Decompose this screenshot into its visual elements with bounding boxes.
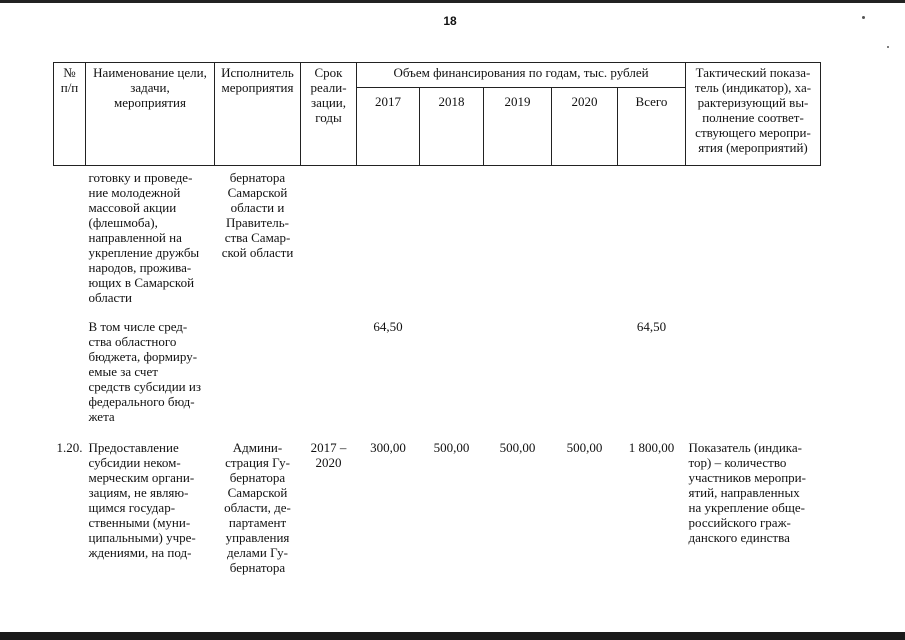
header-indicator: Тактический показа- тель (индикатор), ха- рактеризующий вы- полнение соответ- ствующего меропри- ятия (мероприятий) bbox=[686, 63, 821, 166]
row-indicator bbox=[686, 311, 821, 434]
row-executor: бернатора Самарской области и Правитель- ства Самар- ской области bbox=[221, 170, 294, 260]
scan-speck bbox=[887, 46, 889, 48]
header-name: Наименование цели, задачи, мероприятия bbox=[86, 63, 215, 166]
header-year-2019: 2019 bbox=[484, 88, 552, 166]
row-total: 1 800,00 bbox=[628, 439, 675, 455]
row-2018 bbox=[420, 166, 484, 311]
row-executor: Админи- страция Гу- бернатора Самарской области, де- партамент управления делами Гу- бернатора bbox=[224, 439, 291, 575]
row-name: В том числе сред- ства областного бюджета, формиру- емые за счет средств субсидии из федерального бюд- жета bbox=[88, 318, 201, 424]
row-term bbox=[301, 311, 357, 434]
table-row bbox=[54, 311, 821, 434]
header-year-2017: 2017 bbox=[357, 88, 420, 166]
header-term: Срок реали- зации, годы bbox=[301, 63, 357, 166]
row-2017 bbox=[357, 166, 420, 311]
row-2017: 300,00 bbox=[370, 439, 406, 455]
header-year-2018: 2018 bbox=[420, 88, 484, 166]
row-2020 bbox=[552, 166, 618, 311]
row-2018: 500,00 bbox=[433, 439, 470, 455]
header-executor: Исполнитель мероприятия bbox=[215, 63, 301, 166]
header-funding: Объем финансирования по годам, тыс. рублей bbox=[357, 63, 686, 88]
row-2020: 500,00 bbox=[566, 439, 603, 455]
table-row bbox=[54, 166, 821, 311]
row-term bbox=[301, 166, 357, 311]
row-name: Предоставление субсидии неком- мерческим органи- зациям, не являю- щимся государ- ственными (муни- ципальными) учре- ждениями, на под- bbox=[88, 439, 196, 560]
row-num bbox=[54, 166, 86, 311]
row-2019: 500,00 bbox=[499, 439, 536, 455]
row-total bbox=[618, 166, 686, 311]
row-term: 2017 – 2020 bbox=[310, 439, 347, 470]
row-2020 bbox=[552, 311, 618, 434]
row-num bbox=[54, 311, 86, 434]
row-2019 bbox=[484, 311, 552, 434]
header-year-2020: 2020 bbox=[552, 88, 618, 166]
row-num: 1.20. bbox=[56, 439, 83, 455]
row-2017: 64,50 bbox=[373, 318, 403, 334]
row-total: 64,50 bbox=[636, 318, 667, 334]
row-name: готовку и проведе- ние молодежной массовой акции (флешмоба), направленной на укрепление дружбы народов, прожива- ющих в Самарской области bbox=[88, 170, 200, 305]
table-row bbox=[54, 434, 821, 575]
row-indicator: Показатель (индика- тор) – количество участников меропри- ятий, направленных на укрепление обще- российского граж- данского единства bbox=[688, 439, 806, 545]
header-total: Всего bbox=[618, 88, 686, 166]
table-header bbox=[54, 63, 821, 166]
row-executor bbox=[215, 311, 301, 434]
page-number: 18 bbox=[443, 14, 457, 28]
row-2019 bbox=[484, 166, 552, 311]
page-bottom-edge bbox=[0, 632, 905, 640]
scan-speck bbox=[862, 16, 865, 19]
row-2018 bbox=[420, 311, 484, 434]
row-indicator bbox=[686, 166, 821, 311]
page-top-edge bbox=[0, 0, 905, 3]
funding-table bbox=[53, 62, 821, 575]
header-num: № п/п bbox=[54, 63, 86, 166]
